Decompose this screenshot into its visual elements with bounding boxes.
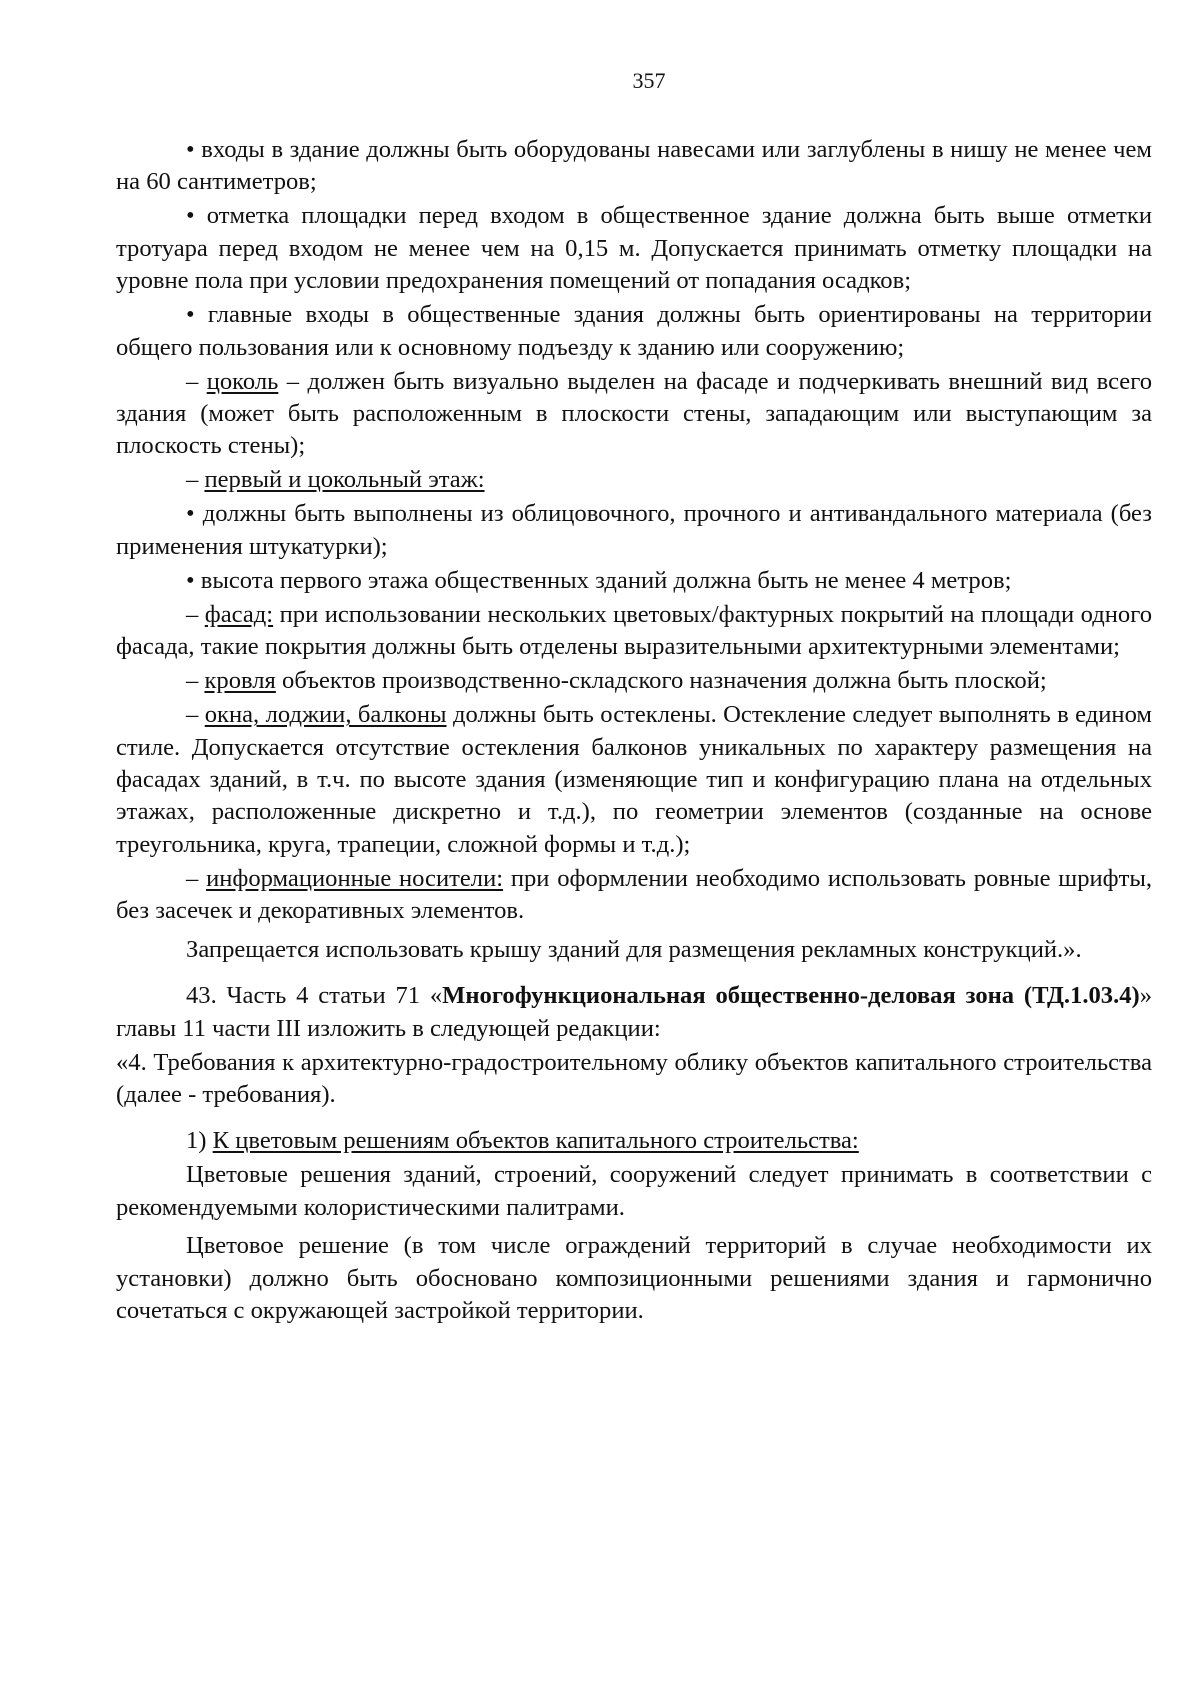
term-info-carriers: информационные носители: (206, 864, 504, 892)
paragraph-first-floor-height: • высота первого этажа общественных зданий должна быть не менее 4 метров; (186, 566, 1012, 594)
term-color-solutions: К цветовым решениям объектов капитального строительства: (212, 1127, 859, 1155)
term-facade: фасад: (204, 600, 274, 628)
dash: – (186, 667, 205, 695)
paragraph-color-palettes: Цветовые решения зданий, строений, сооружений следует принимать в соответствии с рекомендуемыми колористическими палитрами. (116, 1161, 1152, 1221)
paragraph-first-floor-heading (116, 464, 1152, 496)
item-43-lead: 43. Часть 4 статьи 71 « (186, 982, 443, 1010)
term-roof: кровля (204, 667, 276, 695)
paragraph-entrances-canopies: • входы в здание должны быть оборудованы навесами или заглублены в нишу не менее чем на 60 сантиметров; (116, 136, 1152, 196)
paragraph-roof (116, 665, 1152, 697)
term-plinth: цоколь (206, 367, 279, 395)
paragraph-plinth (116, 366, 1152, 463)
paragraph-info-carriers (116, 863, 1152, 928)
dash: – (186, 864, 207, 892)
paragraph-cladding-material: • должны быть выполнены из облицовочного, прочного и антивандального материала (без применения штукатурки); (116, 500, 1152, 560)
paragraph-main-entrances: • главные входы в общественные здания должны быть ориентированы на территории общего пользования или к основному подъезду к зданию или сооружению; (116, 301, 1152, 361)
paragraph-plinth-text: – должен быть визуально выделен на фасаде и подчеркивать внешний вид всего здания (может быть расположенным в плоскости стены, западающим или выступающим за плоскость стены); (116, 367, 1152, 460)
paragraph-color-harmony: Цветовое решение (в том числе ограждений территорий в случае необходимости их установки) должно быть обосновано композиционными решениями здания и гармонично сочетаться с окружающей застройкой территории. (116, 1232, 1152, 1324)
zone-name: Многофункциональная общественно-деловая зона (ТД.1.03.4) (442, 982, 1140, 1010)
paragraph-requirements-intro: «4. Требования к архитектурно-градостроительному облику объектов капитального строительства (далее - требования). (116, 1048, 1152, 1108)
term-windows: окна, лоджии, балконы (204, 701, 447, 729)
paragraph-windows-text: должны быть остеклены. Остекление следует выполнять в едином стиле. Допускается отсутствие остекления балконов уникальных по характеру размещения на фасадах зданий, в т.ч. по высоте здания (изменяющие тип и конфигурацию плана на отдельных этажах, расположенные дискретно и т.д.), по геометрии элементов (созданные на основе треугольника, круга, трапеции, сложной формы и т.д.); (116, 701, 1152, 858)
paragraph-roof-text: объектов производственно-складского назначения должна быть плоской; (275, 667, 1047, 695)
paragraph-item-43 (116, 980, 1152, 1045)
paragraph-facade (116, 599, 1152, 664)
paragraph-color-heading (116, 1125, 1152, 1157)
page-number: 357 (632, 68, 666, 93)
paragraph-windows (116, 699, 1152, 861)
paragraph-facade-text: при использовании нескольких цветовых/фактурных покрытий на площади одного фасада, такие покрытия должны быть отделены выразительными архитектурными элементами; (116, 600, 1152, 661)
document-page (116, 68, 1152, 1329)
dash: – (186, 600, 205, 628)
paragraph-platform-level: • отметка площадки перед входом в общественное здание должна быть выше отметки тротуара перед входом не менее чем на 0,15 м. Допускается принимать отметку площадки на уровне пола при условии предохранения помещений от попадания осадков; (116, 202, 1152, 295)
term-first-floor: первый и цокольный этаж: (204, 466, 485, 494)
paragraph-roof-advertising: Запрещается использовать крышу зданий для размещения рекламных конструкций.». (186, 935, 1082, 963)
list-number: 1) (186, 1127, 213, 1155)
dash: – (186, 367, 207, 395)
item-43-rest: » главы 11 части III изложить в следующей редакции: (116, 982, 1152, 1042)
dash: – (186, 466, 205, 494)
paragraph-info-carriers-text: при оформлении необходимо использовать ровные шрифты, без засечек и декоративных элементов. (116, 864, 1153, 925)
dash: – (186, 701, 205, 729)
